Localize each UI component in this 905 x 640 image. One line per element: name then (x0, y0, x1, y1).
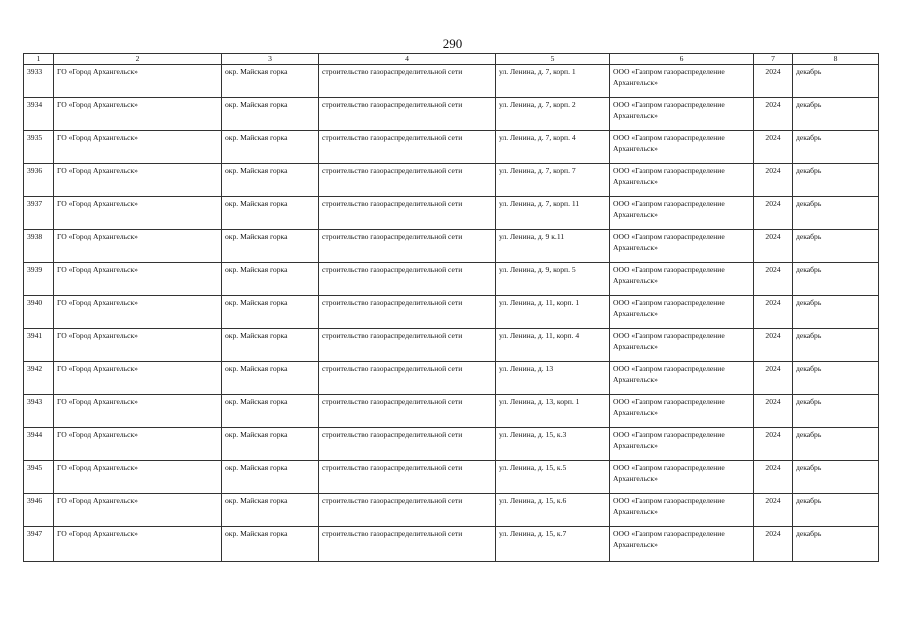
column-header: 5 (496, 54, 610, 65)
district-cell: окр. Майская горка (222, 329, 319, 362)
district-cell: окр. Майская горка (222, 494, 319, 527)
address-cell: ул. Ленина, д. 13, корп. 1 (496, 395, 610, 428)
month-cell: декабрь (793, 65, 879, 98)
table-row (24, 461, 879, 494)
address-cell: ул. Ленина, д. 7, корп. 1 (496, 65, 610, 98)
month-cell: декабрь (793, 230, 879, 263)
municipality-cell: ГО «Город Архангельск» (54, 395, 222, 428)
month-cell: декабрь (793, 329, 879, 362)
year-cell: 2024 (754, 362, 793, 395)
address-cell: ул. Ленина, д. 13 (496, 362, 610, 395)
organization-cell: ООО «Газпром газораспределение Архангельск» (610, 395, 754, 428)
district-cell: окр. Майская горка (222, 362, 319, 395)
municipality-cell: ГО «Город Архангельск» (54, 296, 222, 329)
year-cell: 2024 (754, 461, 793, 494)
row-number-cell: 3940 (24, 296, 54, 329)
organization-cell: ООО «Газпром газораспределение Архангельск» (610, 263, 754, 296)
table-row (24, 98, 879, 131)
municipality-cell: ГО «Город Архангельск» (54, 494, 222, 527)
year-cell: 2024 (754, 131, 793, 164)
work-type-cell: строительство газораспределительной сети (319, 263, 496, 296)
district-cell: окр. Майская горка (222, 296, 319, 329)
address-cell: ул. Ленина, д. 7, корп. 4 (496, 131, 610, 164)
work-type-cell: строительство газораспределительной сети (319, 197, 496, 230)
table-row (24, 329, 879, 362)
work-type-cell: строительство газораспределительной сети (319, 395, 496, 428)
month-cell: декабрь (793, 395, 879, 428)
year-cell: 2024 (754, 395, 793, 428)
table-row (24, 428, 879, 461)
year-cell: 2024 (754, 65, 793, 98)
month-cell: декабрь (793, 494, 879, 527)
year-cell: 2024 (754, 164, 793, 197)
work-type-cell: строительство газораспределительной сети (319, 362, 496, 395)
row-number-cell: 3943 (24, 395, 54, 428)
municipality-cell: ГО «Город Архангельск» (54, 98, 222, 131)
table-row (24, 296, 879, 329)
municipality-cell: ГО «Город Архангельск» (54, 65, 222, 98)
year-cell: 2024 (754, 98, 793, 131)
row-number-cell: 3937 (24, 197, 54, 230)
row-number-cell: 3939 (24, 263, 54, 296)
organization-cell: ООО «Газпром газораспределение Архангельск» (610, 230, 754, 263)
month-cell: декабрь (793, 527, 879, 562)
row-number-cell: 3934 (24, 98, 54, 131)
organization-cell: ООО «Газпром газораспределение Архангельск» (610, 428, 754, 461)
district-cell: окр. Майская горка (222, 527, 319, 562)
table-row (24, 494, 879, 527)
address-cell: ул. Ленина, д. 7, корп. 11 (496, 197, 610, 230)
municipality-cell: ГО «Город Архангельск» (54, 461, 222, 494)
organization-cell: ООО «Газпром газораспределение Архангельск» (610, 296, 754, 329)
work-type-cell: строительство газораспределительной сети (319, 296, 496, 329)
month-cell: декабрь (793, 461, 879, 494)
gas-network-table (23, 53, 879, 562)
row-number-cell: 3946 (24, 494, 54, 527)
address-cell: ул. Ленина, д. 7, корп. 7 (496, 164, 610, 197)
address-cell: ул. Ленина, д. 11, корп. 1 (496, 296, 610, 329)
district-cell: окр. Майская горка (222, 395, 319, 428)
district-cell: окр. Майская горка (222, 98, 319, 131)
year-cell: 2024 (754, 263, 793, 296)
district-cell: окр. Майская горка (222, 428, 319, 461)
work-type-cell: строительство газораспределительной сети (319, 428, 496, 461)
municipality-cell: ГО «Город Архангельск» (54, 131, 222, 164)
row-number-cell: 3947 (24, 527, 54, 562)
address-cell: ул. Ленина, д. 15, к.3 (496, 428, 610, 461)
work-type-cell: строительство газораспределительной сети (319, 494, 496, 527)
row-number-cell: 3935 (24, 131, 54, 164)
year-cell: 2024 (754, 428, 793, 461)
municipality-cell: ГО «Город Архангельск» (54, 329, 222, 362)
address-cell: ул. Ленина, д. 9, корп. 5 (496, 263, 610, 296)
table-row (24, 263, 879, 296)
column-header: 8 (793, 54, 879, 65)
organization-cell: ООО «Газпром газораспределение Архангельск» (610, 65, 754, 98)
district-cell: окр. Майская горка (222, 164, 319, 197)
row-number-cell: 3938 (24, 230, 54, 263)
district-cell: окр. Майская горка (222, 197, 319, 230)
municipality-cell: ГО «Город Архангельск» (54, 428, 222, 461)
column-header: 6 (610, 54, 754, 65)
work-type-cell: строительство газораспределительной сети (319, 329, 496, 362)
table-row (24, 131, 879, 164)
address-cell: ул. Ленина, д. 9 к.11 (496, 230, 610, 263)
year-cell: 2024 (754, 230, 793, 263)
month-cell: декабрь (793, 131, 879, 164)
month-cell: декабрь (793, 296, 879, 329)
table-row (24, 65, 879, 98)
table-row (24, 164, 879, 197)
work-type-cell: строительство газораспределительной сети (319, 98, 496, 131)
column-number-row (24, 54, 879, 65)
district-cell: окр. Майская горка (222, 131, 319, 164)
municipality-cell: ГО «Город Архангельск» (54, 263, 222, 296)
row-number-cell: 3942 (24, 362, 54, 395)
address-cell: ул. Ленина, д. 15, к.5 (496, 461, 610, 494)
page-number: 290 (442, 36, 463, 51)
organization-cell: ООО «Газпром газораспределение Архангельск» (610, 98, 754, 131)
column-header: 7 (754, 54, 793, 65)
organization-cell: ООО «Газпром газораспределение Архангельск» (610, 164, 754, 197)
table-body (24, 65, 879, 562)
row-number-cell: 3944 (24, 428, 54, 461)
row-number-cell: 3936 (24, 164, 54, 197)
row-number-cell: 3945 (24, 461, 54, 494)
organization-cell: ООО «Газпром газораспределение Архангельск» (610, 527, 754, 562)
address-cell: ул. Ленина, д. 11, корп. 4 (496, 329, 610, 362)
year-cell: 2024 (754, 329, 793, 362)
organization-cell: ООО «Газпром газораспределение Архангельск» (610, 362, 754, 395)
district-cell: окр. Майская горка (222, 461, 319, 494)
table-row (24, 527, 879, 562)
work-type-cell: строительство газораспределительной сети (319, 164, 496, 197)
district-cell: окр. Майская горка (222, 230, 319, 263)
month-cell: декабрь (793, 428, 879, 461)
column-header: 1 (24, 54, 54, 65)
month-cell: декабрь (793, 164, 879, 197)
address-cell: ул. Ленина, д. 15, к.7 (496, 527, 610, 562)
month-cell: декабрь (793, 362, 879, 395)
table-row (24, 395, 879, 428)
municipality-cell: ГО «Город Архангельск» (54, 164, 222, 197)
row-number-cell: 3941 (24, 329, 54, 362)
table-row (24, 197, 879, 230)
municipality-cell: ГО «Город Архангельск» (54, 527, 222, 562)
column-header: 4 (319, 54, 496, 65)
table-row (24, 230, 879, 263)
year-cell: 2024 (754, 197, 793, 230)
month-cell: декабрь (793, 98, 879, 131)
organization-cell: ООО «Газпром газораспределение Архангельск» (610, 494, 754, 527)
month-cell: декабрь (793, 263, 879, 296)
year-cell: 2024 (754, 296, 793, 329)
district-cell: окр. Майская горка (222, 263, 319, 296)
work-type-cell: строительство газораспределительной сети (319, 131, 496, 164)
year-cell: 2024 (754, 527, 793, 562)
address-cell: ул. Ленина, д. 7, корп. 2 (496, 98, 610, 131)
district-cell: окр. Майская горка (222, 65, 319, 98)
year-cell: 2024 (754, 494, 793, 527)
row-number-cell: 3933 (24, 65, 54, 98)
municipality-cell: ГО «Город Архангельск» (54, 230, 222, 263)
work-type-cell: строительство газораспределительной сети (319, 527, 496, 562)
organization-cell: ООО «Газпром газораспределение Архангельск» (610, 329, 754, 362)
work-type-cell: строительство газораспределительной сети (319, 461, 496, 494)
organization-cell: ООО «Газпром газораспределение Архангельск» (610, 461, 754, 494)
work-type-cell: строительство газораспределительной сети (319, 230, 496, 263)
work-type-cell: строительство газораспределительной сети (319, 65, 496, 98)
organization-cell: ООО «Газпром газораспределение Архангельск» (610, 197, 754, 230)
column-header: 3 (222, 54, 319, 65)
column-header: 2 (54, 54, 222, 65)
municipality-cell: ГО «Город Архангельск» (54, 362, 222, 395)
organization-cell: ООО «Газпром газораспределение Архангельск» (610, 131, 754, 164)
month-cell: декабрь (793, 197, 879, 230)
municipality-cell: ГО «Город Архангельск» (54, 197, 222, 230)
address-cell: ул. Ленина, д. 15, к.6 (496, 494, 610, 527)
table-row (24, 362, 879, 395)
